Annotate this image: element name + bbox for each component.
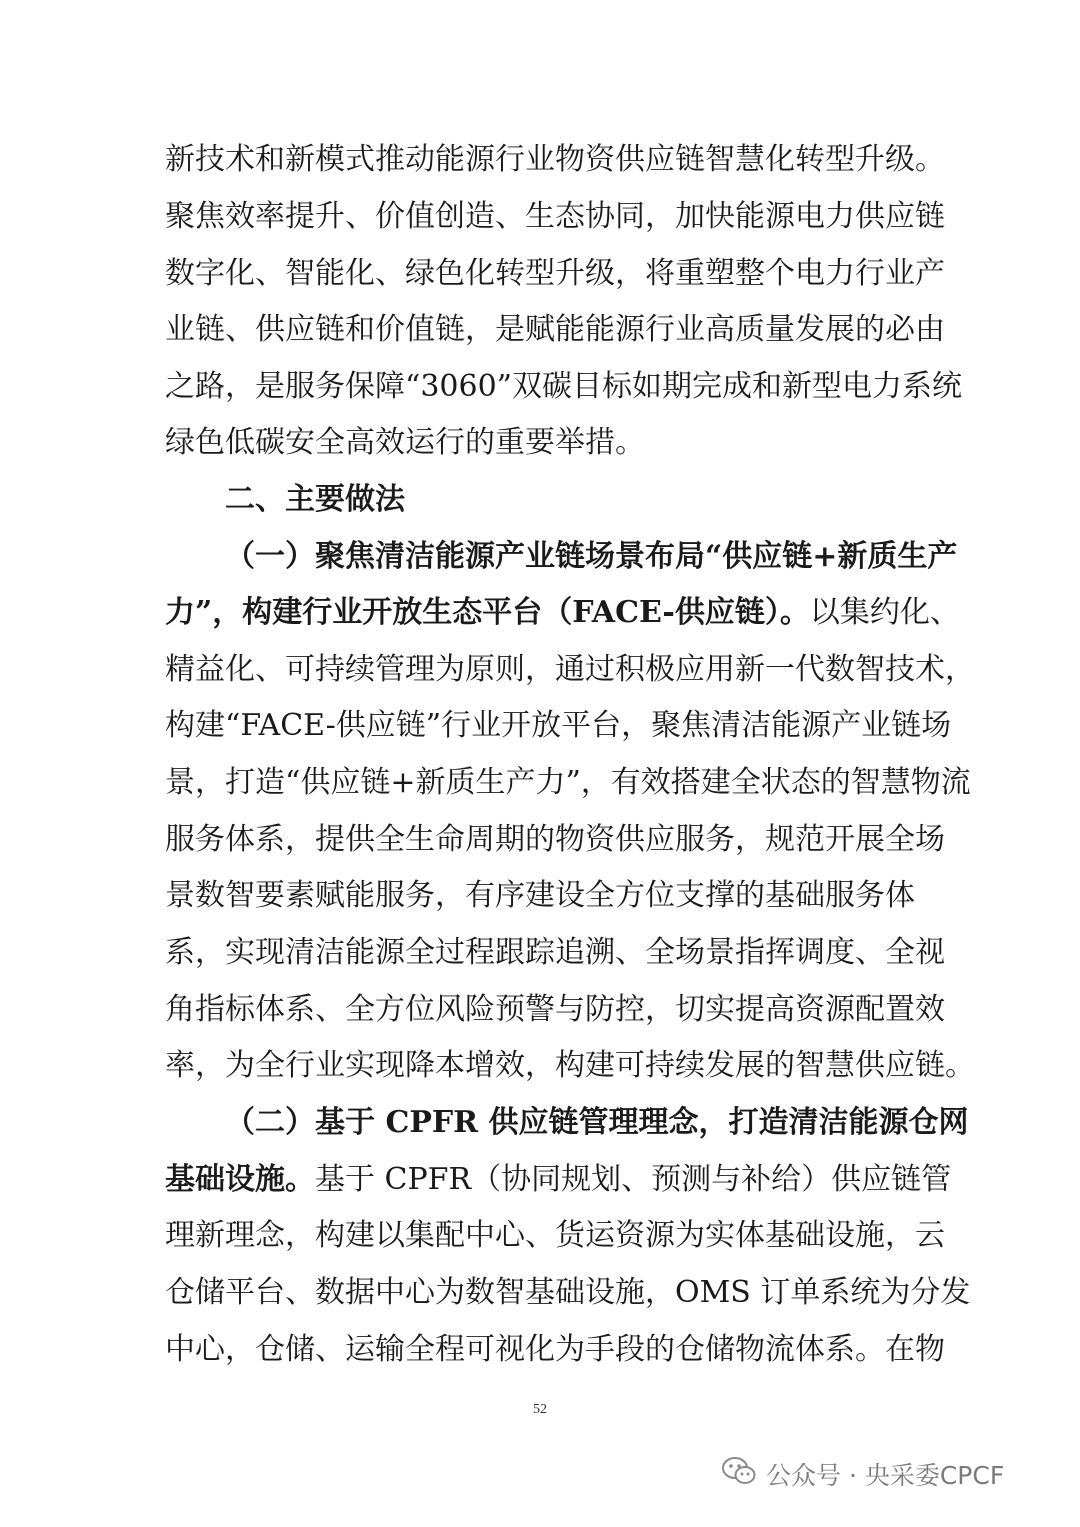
subsection-heading-2: （二）基于 CPFR 供应链管理理念，打造清洁能源仓网 bbox=[225, 1105, 969, 1140]
wechat-watermark bbox=[722, 1454, 1004, 1494]
subsection-heading-2-cont: 基础设施。 bbox=[165, 1162, 315, 1197]
page-number: 52 bbox=[533, 1402, 547, 1417]
subsection-heading-1-cont: 力”，构建行业开放生态平台（FACE-供应链）。 bbox=[165, 595, 810, 630]
paragraph-line bbox=[165, 593, 960, 633]
paragraph-line: 景，打造“供应链+新质生产力”，有效搭建全状态的智慧物流 bbox=[165, 765, 971, 800]
paragraph-line: 精益化、可持续管理为原则，通过积极应用新一代数智技术， bbox=[165, 652, 975, 687]
watermark-text: 公众号 · 央采委CPCF bbox=[766, 1461, 1005, 1490]
paragraph-line: 业链、供应链和价值链，是赋能能源行业高质量发展的必由 bbox=[165, 312, 945, 347]
paragraph-line: 率，为全行业实现降本增效，构建可持续发展的智慧供应链。 bbox=[165, 1048, 975, 1083]
paragraph-line: 新技术和新模式推动能源行业物资供应链智慧化转型升级。 bbox=[165, 142, 945, 177]
paragraph-line: 系，实现清洁能源全过程跟踪追溯、全场景指挥调度、全视 bbox=[165, 935, 945, 970]
paragraph-line: 服务体系，提供全生命周期的物资供应服务，规范开展全场 bbox=[165, 822, 945, 857]
paragraph-text: 基于 CPFR（协同规划、预测与补给）供应链管 bbox=[315, 1162, 952, 1197]
paragraph-line: 绿色低碳安全高效运行的重要举措。 bbox=[165, 425, 645, 460]
paragraph-line: 之路，是服务保障“3060”双碳目标如期完成和新型电力系统 bbox=[165, 369, 963, 404]
wechat-icon bbox=[722, 1456, 756, 1492]
paragraph-line bbox=[165, 1160, 952, 1200]
paragraph-line: 聚焦效率提升、价值创造、生态协同，加快能源电力供应链 bbox=[165, 199, 945, 234]
paragraph-line: 角指标体系、全方位风险预警与防控，切实提高资源配置效 bbox=[165, 992, 945, 1027]
paragraph-line: 数字化、智能化、绿色化转型升级，将重塑整个电力行业产 bbox=[165, 256, 945, 291]
paragraph-text: 以集约化、 bbox=[809, 595, 960, 630]
paragraph-line: 中心，仓储、运输全程可视化为手段的仓储物流体系。在物 bbox=[165, 1332, 945, 1367]
paragraph-line: 仓储平台、数据中心为数智基础设施，OMS 订单系统为分发 bbox=[165, 1275, 971, 1310]
subsection-heading-1: （一）聚焦清洁能源产业链场景布局“供应链+新质生产 bbox=[225, 539, 958, 574]
paragraph-line: 构建“FACE-供应链”行业开放平台，聚焦清洁能源产业链场 bbox=[165, 708, 952, 743]
paragraph-line: 理新理念，构建以集配中心、货运资源为实体基础设施，云 bbox=[165, 1218, 945, 1253]
section-heading: 二、主要做法 bbox=[225, 482, 405, 517]
paragraph-line: 景数智要素赋能服务，有序建设全方位支撑的基础服务体 bbox=[165, 878, 915, 913]
